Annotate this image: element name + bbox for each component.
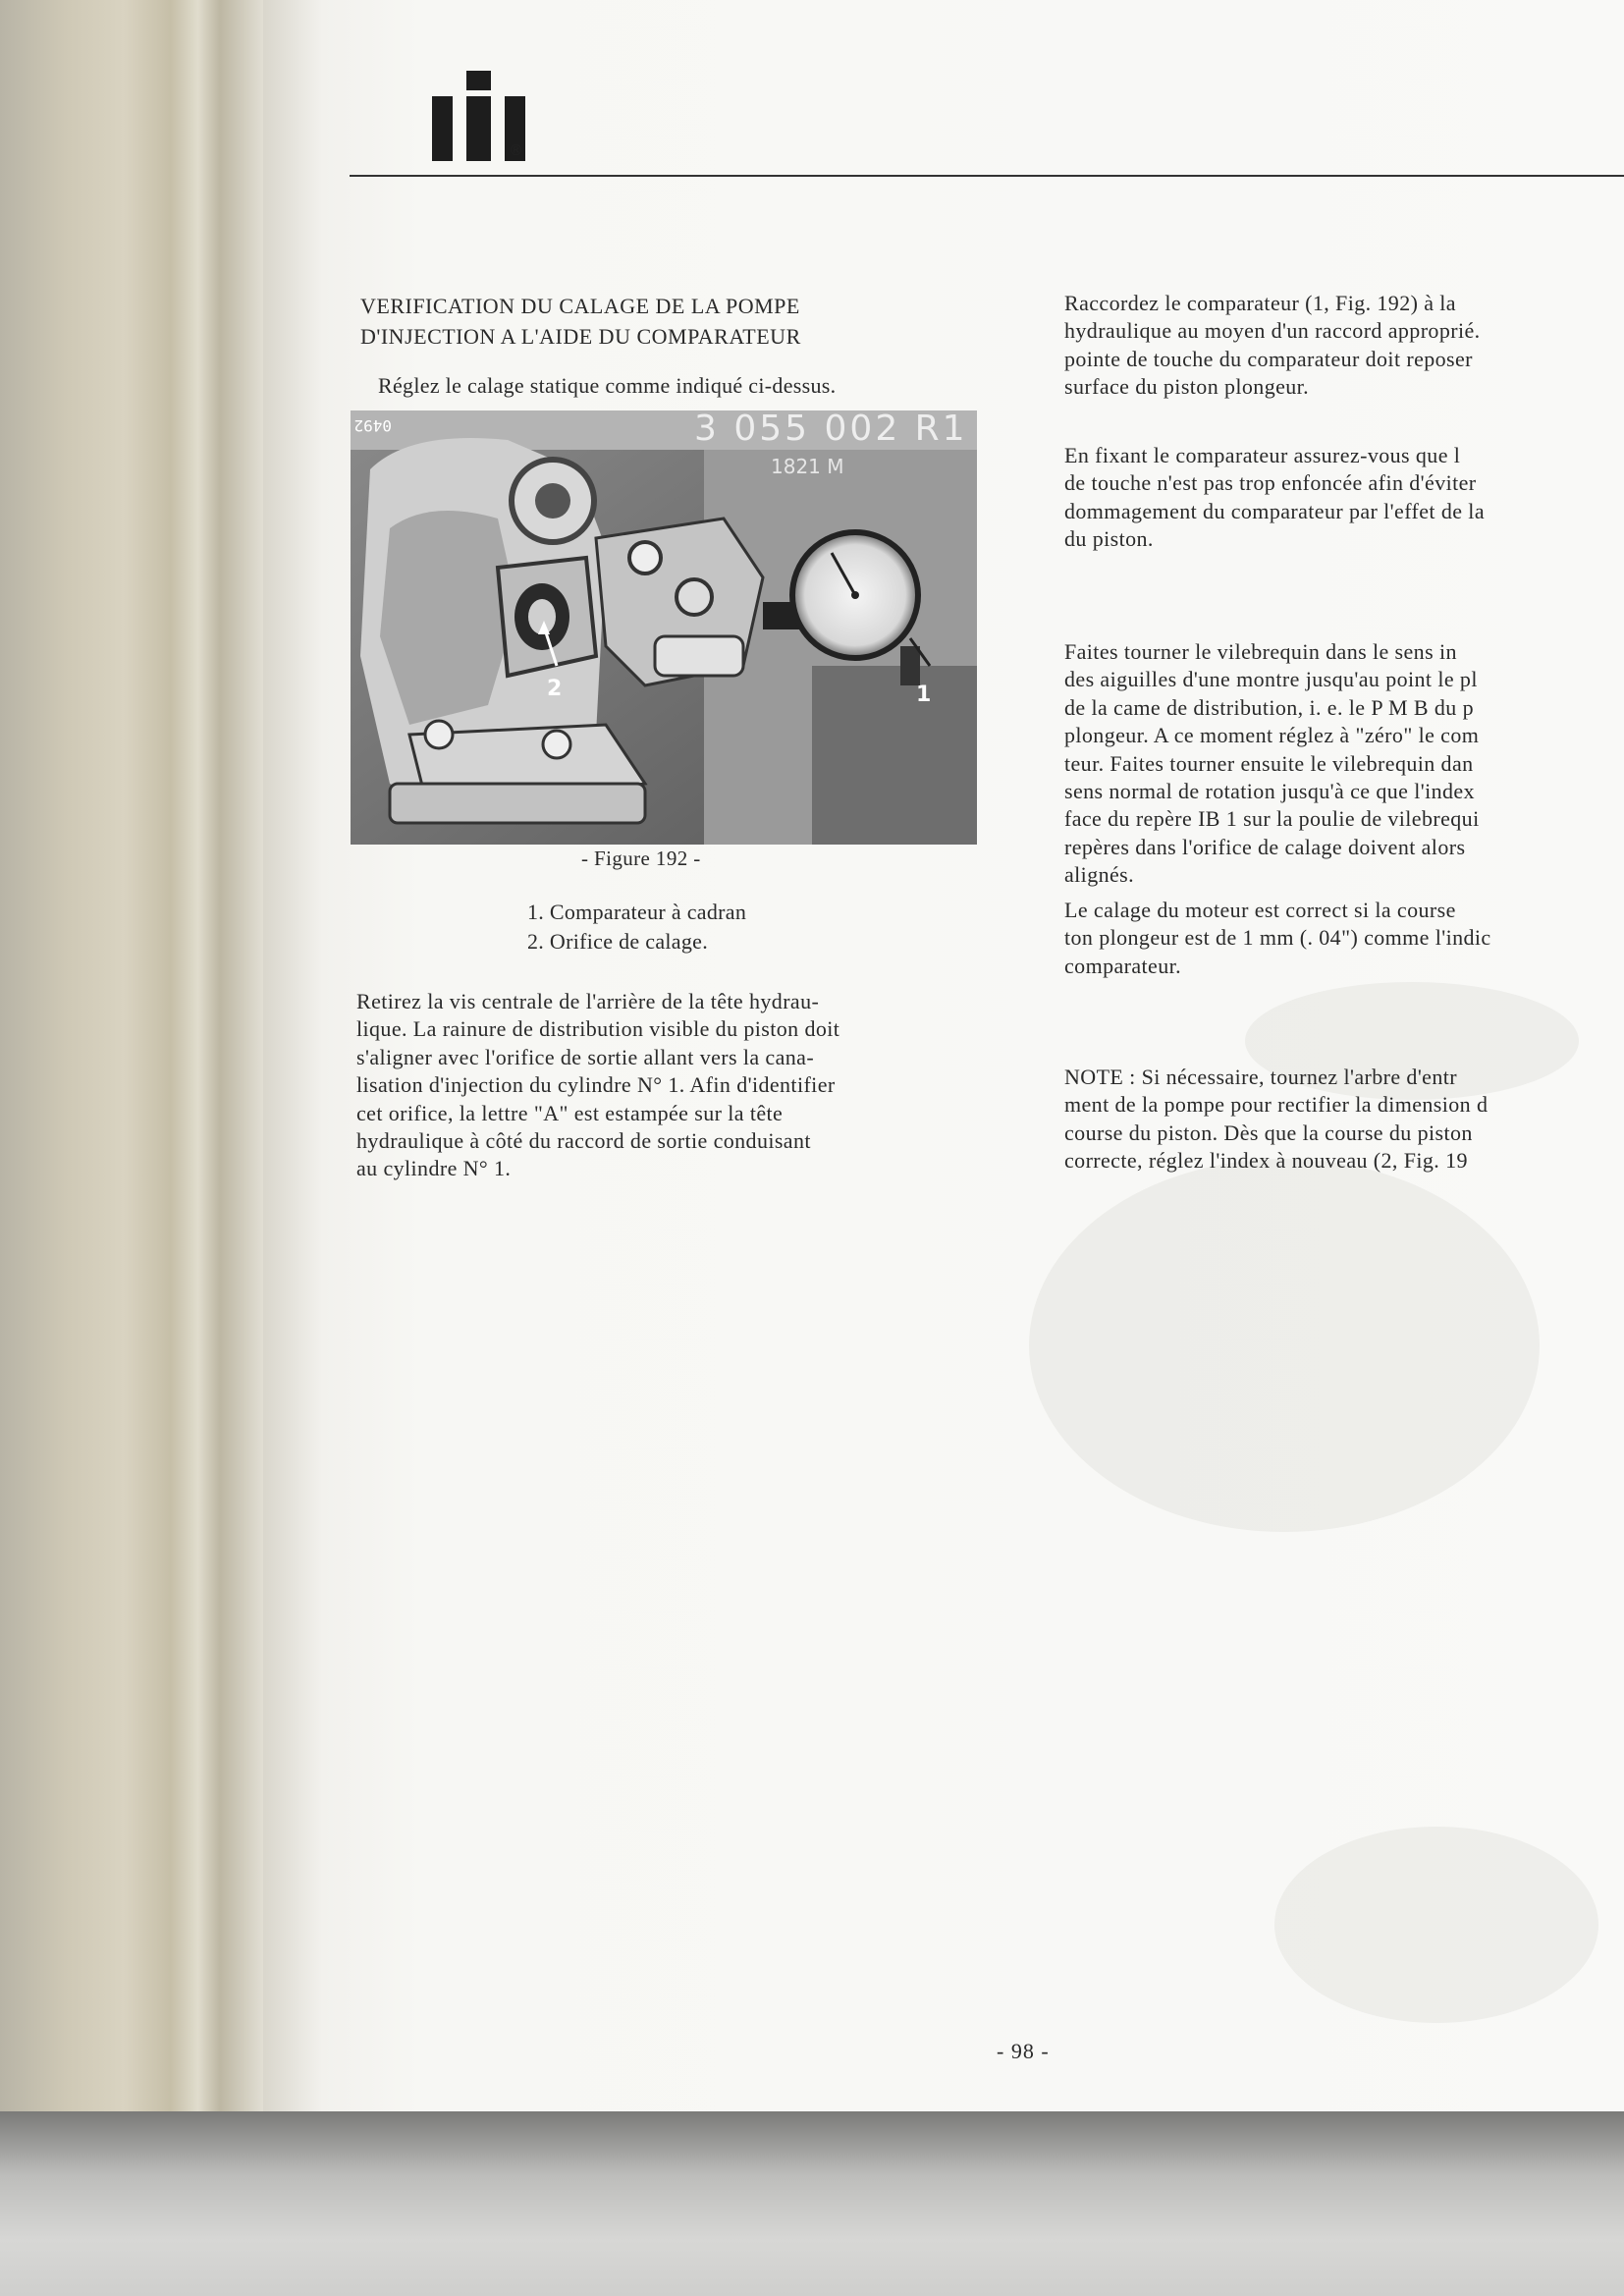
section-title (360, 291, 801, 352)
paragraph-line: lique. La rainure de distribution visible du piston doit (356, 1016, 840, 1042)
paragraph-line: de la came de distribution, i. e. le P M B du p (1064, 694, 1474, 720)
page-number: - 98 - (997, 2039, 1050, 2063)
callout-1-label: 1 (916, 683, 932, 707)
right-paragraph-4 (1064, 897, 1491, 980)
paragraph-line: plongeur. A ce moment réglez à "zéro" le com (1064, 723, 1480, 748)
paragraph-line: au cylindre N° 1. (356, 1156, 512, 1181)
paragraph-line: ment de la pompe pour rectifier la dimension d (1064, 1092, 1489, 1118)
paragraph-line: dommagement du comparateur par l'effet de la (1064, 498, 1485, 523)
paragraph-line: repères dans l'orifice de calage doivent alors (1064, 834, 1466, 859)
photo-part-code: 1821 M (771, 455, 844, 478)
paragraph-line: NOTE : Si nécessaire, tournez l'arbre d'entr (1064, 1065, 1457, 1089)
left-paragraph (356, 988, 839, 1183)
figure-caption: - Figure 192 - (581, 847, 701, 870)
photo-id-label: 0492 (353, 416, 392, 435)
paragraph-line: hydraulique au moyen d'un raccord approprié. (1064, 318, 1481, 344)
right-paragraph-2 (1064, 442, 1485, 554)
paragraph-line: Le calage du moteur est correct si la course (1064, 898, 1456, 922)
intro-text: Réglez le calage statique comme indiqué ci-dessus. (378, 373, 837, 398)
paragraph-line: teur. Faites tourner ensuite le vilebrequin dan (1064, 750, 1474, 776)
title-line-1: VERIFICATION DU CALAGE DE LA POMPE (360, 294, 800, 318)
paragraph-line: cet orifice, la lettre "A" est estampée sur la tête (356, 1100, 784, 1125)
right-column (1064, 0, 1624, 2116)
registered-mark: ® (509, 141, 523, 159)
photo-part-number: 3 055 002 R1 (694, 410, 968, 449)
paragraph-line: hydraulique à côté du raccord de sortie conduisant (356, 1128, 811, 1154)
paragraph-line: des aiguilles d'une montre jusqu'au point le pl (1064, 667, 1478, 692)
paragraph-line: pointe de touche du comparateur doit reposer (1064, 346, 1473, 371)
paragraph-line: En fixant le comparateur assurez-vous que l (1064, 443, 1461, 467)
paragraph-line: ton plongeur est de 1 mm (. 04") comme l'indic (1064, 925, 1491, 951)
paragraph-line: lisation d'injection du cylindre N° 1. Afin d'identifier (356, 1072, 836, 1098)
paragraph-line: Faites tourner le vilebrequin dans le sens in (1064, 639, 1457, 664)
paragraph-line: du piston. (1064, 526, 1154, 552)
right-paragraph-3 (1064, 638, 1480, 890)
paragraph-line: sens normal de rotation jusqu'à ce que l'index (1064, 779, 1475, 804)
paragraph-line: alignés. (1064, 862, 1135, 888)
right-paragraph-note (1064, 1064, 1488, 1175)
paragraph-line: correcte, réglez l'index à nouveau (2, Fig. 19 (1064, 1148, 1468, 1174)
title-line-2: D'INJECTION A L'AIDE DU COMPARATEUR (360, 324, 801, 349)
paragraph-line: surface du piston plongeur. (1064, 374, 1310, 400)
right-paragraph-1 (1064, 290, 1481, 402)
figure-legend (527, 898, 746, 957)
figure-192-photo (351, 410, 977, 845)
callout-2-label: 2 (547, 677, 563, 701)
bottom-shadow (0, 2111, 1624, 2296)
legend-item: 1. Comparateur à cadran (527, 900, 747, 924)
paragraph-line: face du repère IB 1 sur la poulie de vilebrequi (1064, 806, 1480, 832)
paragraph-line: de touche n'est pas trop enfoncée afin d'éviter (1064, 470, 1477, 496)
paragraph-line: Raccordez le comparateur (1, Fig. 192) à la (1064, 291, 1456, 315)
book-binding-edge (0, 0, 275, 2121)
paragraph-line: comparateur. (1064, 953, 1182, 978)
paragraph-line: Retirez la vis centrale de l'arrière de la tête hydrau- (356, 989, 820, 1013)
legend-item: 2. Orifice de calage. (527, 929, 709, 954)
paragraph-line: s'aligner avec l'orifice de sortie allant vers la cana- (356, 1044, 815, 1069)
paragraph-line: course du piston. Dès que la course du piston (1064, 1120, 1473, 1145)
